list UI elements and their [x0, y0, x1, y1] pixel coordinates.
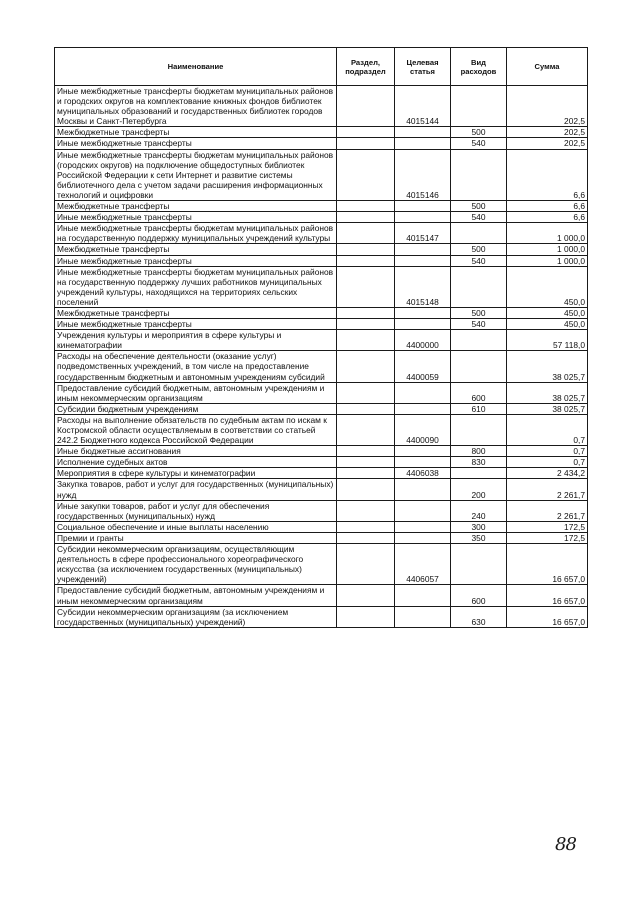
cell-section — [337, 319, 395, 330]
cell-sum: 6,6 — [507, 212, 588, 223]
table-row — [55, 266, 588, 307]
table-row — [55, 468, 588, 479]
cell-section — [337, 403, 395, 414]
cell-kind: 540 — [451, 212, 507, 223]
cell-name: Предоставление субсидий бюджетным, автономным учреждениям и иным некоммерческим организациям — [55, 585, 337, 606]
cell-name: Иные межбюджетные трансферты бюджетам муниципальных районов на государственную поддержку лучших работников муниципальных учреждений культуры, находящихся на территориях сельских поселений — [55, 266, 337, 307]
cell-section — [337, 86, 395, 127]
cell-name: Иные межбюджетные трансферты бюджетам муниципальных районов на государственную поддержку муниципальных учреждений культуры — [55, 223, 337, 244]
table-row — [55, 532, 588, 543]
table-row — [55, 319, 588, 330]
table-row — [55, 446, 588, 457]
cell-kind — [451, 351, 507, 382]
cell-name: Субсидии некоммерческим организациям (за исключением государственных (муниципальных) учреждений) — [55, 606, 337, 627]
table-row — [55, 457, 588, 468]
cell-target — [395, 307, 451, 318]
cell-name: Премии и гранты — [55, 532, 337, 543]
table-row — [55, 86, 588, 127]
cell-section — [337, 255, 395, 266]
cell-target: 4406057 — [395, 544, 451, 585]
table-row — [55, 500, 588, 521]
table-row — [55, 244, 588, 255]
cell-kind: 600 — [451, 585, 507, 606]
cell-kind — [451, 468, 507, 479]
cell-sum: 0,7 — [507, 446, 588, 457]
cell-name: Субсидии бюджетным учреждениям — [55, 403, 337, 414]
cell-kind: 500 — [451, 201, 507, 212]
cell-target: 4400059 — [395, 351, 451, 382]
cell-target — [395, 521, 451, 532]
cell-target: 4015147 — [395, 223, 451, 244]
cell-target — [395, 255, 451, 266]
cell-target — [395, 479, 451, 500]
cell-target — [395, 532, 451, 543]
cell-target: 4400090 — [395, 414, 451, 445]
cell-section — [337, 266, 395, 307]
cell-name: Межбюджетные трансферты — [55, 201, 337, 212]
header-section: Раздел, подраздел — [337, 48, 395, 86]
cell-section — [337, 201, 395, 212]
cell-target — [395, 446, 451, 457]
cell-name: Расходы на обеспечение деятельности (оказание услуг) подведомственных учреждений, в том числе на предоставление государственным бюджетным и автономным учреждениям субсидий — [55, 351, 337, 382]
table-row — [55, 351, 588, 382]
table-row — [55, 127, 588, 138]
cell-section — [337, 532, 395, 543]
cell-name: Межбюджетные трансферты — [55, 307, 337, 318]
cell-section — [337, 138, 395, 149]
cell-name: Иные бюджетные ассигнования — [55, 446, 337, 457]
table-row — [55, 255, 588, 266]
cell-target — [395, 319, 451, 330]
table-row — [55, 606, 588, 627]
cell-sum: 202,5 — [507, 86, 588, 127]
table-row — [55, 544, 588, 585]
cell-sum: 450,0 — [507, 307, 588, 318]
cell-name: Иные межбюджетные трансферты — [55, 212, 337, 223]
cell-name: Социальное обеспечение и иные выплаты населению — [55, 521, 337, 532]
cell-section — [337, 479, 395, 500]
cell-sum: 6,6 — [507, 149, 588, 200]
cell-sum: 57 118,0 — [507, 330, 588, 351]
cell-kind: 500 — [451, 307, 507, 318]
table-row — [55, 212, 588, 223]
cell-sum: 16 657,0 — [507, 585, 588, 606]
cell-kind: 350 — [451, 532, 507, 543]
table-row — [55, 223, 588, 244]
cell-kind: 540 — [451, 319, 507, 330]
cell-section — [337, 500, 395, 521]
cell-section — [337, 382, 395, 403]
cell-kind — [451, 223, 507, 244]
cell-name: Мероприятия в сфере культуры и кинематографии — [55, 468, 337, 479]
cell-kind — [451, 414, 507, 445]
cell-target: 4015148 — [395, 266, 451, 307]
cell-kind — [451, 266, 507, 307]
cell-name: Учреждения культуры и мероприятия в сфере культуры и кинематографии — [55, 330, 337, 351]
header-target: Целевая статья — [395, 48, 451, 86]
cell-target — [395, 138, 451, 149]
cell-kind — [451, 544, 507, 585]
cell-section — [337, 521, 395, 532]
cell-sum: 1 000,0 — [507, 244, 588, 255]
cell-sum: 2 261,7 — [507, 479, 588, 500]
table-row — [55, 382, 588, 403]
cell-kind: 500 — [451, 244, 507, 255]
table-row — [55, 414, 588, 445]
cell-section — [337, 585, 395, 606]
cell-section — [337, 127, 395, 138]
cell-name: Иные межбюджетные трансферты бюджетам муниципальных районов (городских округов) на подключение общедоступных библиотек Российской Федерации к сети Интернет и развитие системы библиотечного дела с учетом задачи расширения информационных технологий и оцифровки — [55, 149, 337, 200]
cell-target — [395, 212, 451, 223]
cell-target — [395, 403, 451, 414]
table-row — [55, 330, 588, 351]
cell-section — [337, 307, 395, 318]
table-row — [55, 521, 588, 532]
cell-kind — [451, 149, 507, 200]
cell-target: 4400000 — [395, 330, 451, 351]
header-name: Наименование — [55, 48, 337, 86]
cell-kind: 630 — [451, 606, 507, 627]
cell-name: Расходы на выполнение обязательств по судебным актам по искам к Костромской области осуществляемым в соответствии со статьей 242.2 Бюджетного кодекса Российской Федерации — [55, 414, 337, 445]
cell-sum: 450,0 — [507, 319, 588, 330]
cell-section — [337, 212, 395, 223]
table-body — [55, 86, 588, 628]
cell-sum: 450,0 — [507, 266, 588, 307]
cell-kind: 540 — [451, 138, 507, 149]
cell-name: Иные межбюджетные трансферты бюджетам муниципальных районов и городских округов на комплектование книжных фондов библиотек муниципальных образований и государственных библиотек городов Москвы и Санкт-Петербурга — [55, 86, 337, 127]
cell-target — [395, 244, 451, 255]
table-row — [55, 138, 588, 149]
cell-section — [337, 414, 395, 445]
cell-target: 4015146 — [395, 149, 451, 200]
cell-target — [395, 585, 451, 606]
cell-section — [337, 457, 395, 468]
cell-kind: 200 — [451, 479, 507, 500]
page-number: 88 — [555, 834, 576, 855]
cell-section — [337, 223, 395, 244]
cell-target — [395, 457, 451, 468]
cell-kind: 240 — [451, 500, 507, 521]
cell-kind: 500 — [451, 127, 507, 138]
cell-target — [395, 127, 451, 138]
table-row — [55, 201, 588, 212]
cell-sum: 38 025,7 — [507, 351, 588, 382]
table-row — [55, 403, 588, 414]
cell-target — [395, 500, 451, 521]
cell-name: Межбюджетные трансферты — [55, 127, 337, 138]
table-row — [55, 479, 588, 500]
cell-section — [337, 330, 395, 351]
cell-name: Субсидии некоммерческим организациям, осуществляющим деятельность в сфере профессионального хореографического искусства (за исключением государственных (муниципальных) учреждений) — [55, 544, 337, 585]
cell-kind: 540 — [451, 255, 507, 266]
cell-sum: 2 261,7 — [507, 500, 588, 521]
cell-sum: 1 000,0 — [507, 223, 588, 244]
cell-sum: 38 025,7 — [507, 403, 588, 414]
cell-name: Межбюджетные трансферты — [55, 244, 337, 255]
budget-table — [54, 47, 588, 628]
cell-name: Иные межбюджетные трансферты — [55, 255, 337, 266]
cell-section — [337, 149, 395, 200]
cell-kind: 600 — [451, 382, 507, 403]
cell-section — [337, 446, 395, 457]
cell-sum: 38 025,7 — [507, 382, 588, 403]
cell-sum: 0,7 — [507, 457, 588, 468]
cell-sum: 202,5 — [507, 127, 588, 138]
cell-name: Предоставление субсидий бюджетным, автономным учреждениям и иным некоммерческим организациям — [55, 382, 337, 403]
cell-sum: 16 657,0 — [507, 606, 588, 627]
cell-kind — [451, 330, 507, 351]
header-kind: Вид расходов — [451, 48, 507, 86]
cell-name: Исполнение судебных актов — [55, 457, 337, 468]
cell-sum: 16 657,0 — [507, 544, 588, 585]
cell-kind: 800 — [451, 446, 507, 457]
table-row — [55, 149, 588, 200]
cell-section — [337, 606, 395, 627]
cell-kind — [451, 86, 507, 127]
cell-name: Иные межбюджетные трансферты — [55, 319, 337, 330]
cell-target — [395, 201, 451, 212]
cell-section — [337, 244, 395, 255]
cell-kind: 830 — [451, 457, 507, 468]
cell-target: 4406038 — [395, 468, 451, 479]
header-sum: Сумма — [507, 48, 588, 86]
cell-name: Иные закупки товаров, работ и услуг для обеспечения государственных (муниципальных) нужд — [55, 500, 337, 521]
cell-target — [395, 382, 451, 403]
cell-name: Иные межбюджетные трансферты — [55, 138, 337, 149]
cell-sum: 2 434,2 — [507, 468, 588, 479]
cell-section — [337, 468, 395, 479]
cell-target — [395, 606, 451, 627]
cell-sum: 6,6 — [507, 201, 588, 212]
cell-sum: 172,5 — [507, 532, 588, 543]
cell-sum: 172,5 — [507, 521, 588, 532]
cell-target: 4015144 — [395, 86, 451, 127]
cell-kind: 610 — [451, 403, 507, 414]
cell-section — [337, 351, 395, 382]
table-header-row — [55, 48, 588, 86]
cell-name: Закупка товаров, работ и услуг для государственных (муниципальных) нужд — [55, 479, 337, 500]
cell-sum: 1 000,0 — [507, 255, 588, 266]
table-row — [55, 307, 588, 318]
cell-section — [337, 544, 395, 585]
cell-sum: 202,5 — [507, 138, 588, 149]
cell-sum: 0,7 — [507, 414, 588, 445]
cell-kind: 300 — [451, 521, 507, 532]
table-row — [55, 585, 588, 606]
